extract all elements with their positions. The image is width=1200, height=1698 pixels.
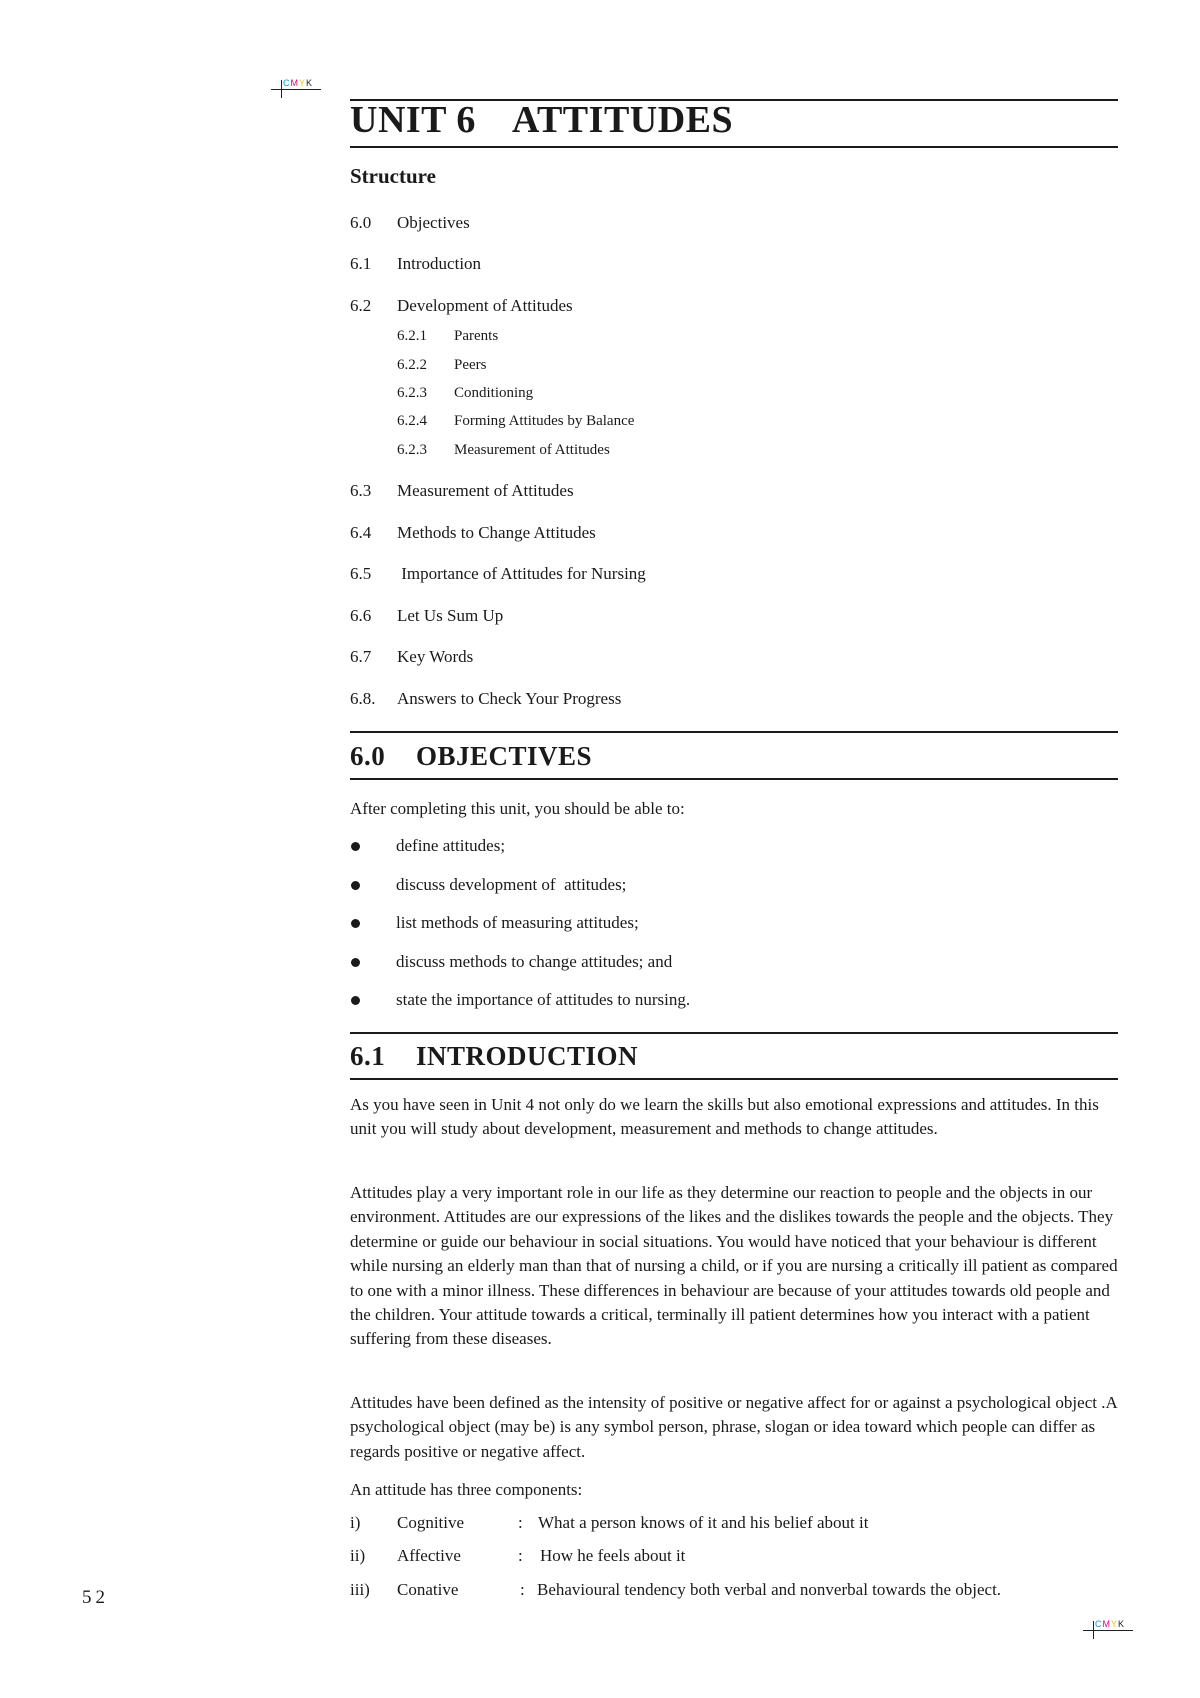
toc-item: 6.6 Let Us Sum Up — [350, 606, 504, 625]
component-name: Conative — [397, 1580, 459, 1599]
cmyk-color-bar-top: CMYK — [283, 78, 314, 88]
rule-objectives-top — [350, 731, 1118, 733]
section-heading-introduction — [350, 1041, 638, 1072]
intro-paragraph: As you have seen in Unit 4 not only do we learn the skills but also emotional expressions and attitudes. In this unit you will study about development, measurement and methods to change attitudes. — [350, 1095, 1099, 1139]
rule-introduction-top — [350, 1032, 1118, 1034]
toc-subitem: 6.2.2 Peers — [397, 357, 487, 373]
toc-item: 6.5 Importance of Attitudes for Nursing — [350, 564, 646, 583]
page-number: 52 — [82, 1587, 109, 1608]
toc-item: 6.1 Introduction — [350, 254, 482, 273]
section-title: OBJECTIVES — [416, 741, 593, 771]
cmyk-color-bar-bottom: CMYK — [1095, 1619, 1126, 1629]
registration-mark-top — [271, 89, 321, 90]
rule-introduction-bottom — [350, 1078, 1118, 1080]
component-desc: What a person knows of it and his belief about it — [538, 1513, 869, 1532]
toc-item: 6.8. Answers to Check Your Progress — [350, 689, 622, 708]
section-number: 6.0 — [350, 741, 386, 771]
structure-heading: Structure — [350, 164, 436, 188]
bullet-icon — [351, 881, 360, 890]
component-name: Cognitive — [397, 1513, 465, 1532]
section-title: INTRODUCTION — [416, 1041, 639, 1071]
toc-subitem: 6.2.1 Parents — [397, 328, 499, 344]
toc-item: 6.4 Methods to Change Attitudes — [350, 523, 596, 542]
component-name: Affective — [397, 1546, 461, 1565]
intro-paragraph: Attitudes play a very important role in our life as they determine our reaction to people and the objects in our environment. Attitudes are our expressions of the likes and the dislikes towards the people and the objects. They determine or guide our behaviour in social situations. You would have noticed that your behaviour is different while nursing an elderly man than that of nursing a child, or if you are nursing a critically ill patient as compared to one with a minor illness. These differences in behaviour are because of your attitudes towards old people and the children. Your attitude towards a critical, terminally ill patient determines how you interact with a patient suffering from these diseases. — [350, 1183, 1118, 1349]
registration-mark-bottom-vertical — [1093, 1621, 1094, 1639]
component-roman: ii) — [350, 1546, 366, 1565]
component-sep: : — [518, 1513, 523, 1532]
toc-item: 6.7 Key Words — [350, 647, 474, 666]
unit-number: UNIT 6 — [350, 99, 476, 141]
component-desc: How he feels about it — [540, 1546, 686, 1565]
objectives-intro: After completing this unit, you should be able to: — [350, 799, 685, 818]
toc-subitem: 6.2.3 Measurement of Attitudes — [397, 442, 610, 458]
unit-title-text: ATTITUDES — [511, 99, 734, 141]
rule-unit-bottom — [350, 146, 1118, 148]
component-sep: : — [520, 1580, 525, 1599]
component-roman: iii) — [350, 1580, 370, 1599]
unit-title — [350, 98, 733, 142]
registration-mark-bottom — [1083, 1630, 1133, 1631]
components-intro: An attitude has three components: — [350, 1480, 583, 1499]
toc-item: 6.3 Measurement of Attitudes — [350, 481, 574, 500]
registration-mark-top-vertical — [281, 80, 282, 98]
toc-item: 6.0 Objectives — [350, 213, 470, 232]
bullet-icon — [351, 958, 360, 967]
toc-item: 6.2 Development of Attitudes — [350, 296, 573, 315]
intro-paragraph: Attitudes have been defined as the intensity of positive or negative affect for or against a psychological object .A psychological object (may be) is any symbol person, phrase, slogan or idea toward which people can differ as regards positive or negative affect. — [350, 1393, 1117, 1461]
rule-objectives-bottom — [350, 778, 1118, 780]
toc-subitem: 6.2.4 Forming Attitudes by Balance — [397, 413, 635, 429]
bullet-icon — [351, 842, 360, 851]
component-roman: i) — [350, 1513, 361, 1532]
bullet-icon — [351, 919, 360, 928]
section-number: 6.1 — [350, 1041, 386, 1071]
component-sep: : — [518, 1546, 523, 1565]
bullet-icon — [351, 996, 360, 1005]
component-desc: Behavioural tendency both verbal and nonverbal towards the object. — [537, 1580, 1002, 1599]
section-heading-objectives — [350, 741, 592, 772]
toc-subitem: 6.2.3 Conditioning — [397, 385, 534, 401]
